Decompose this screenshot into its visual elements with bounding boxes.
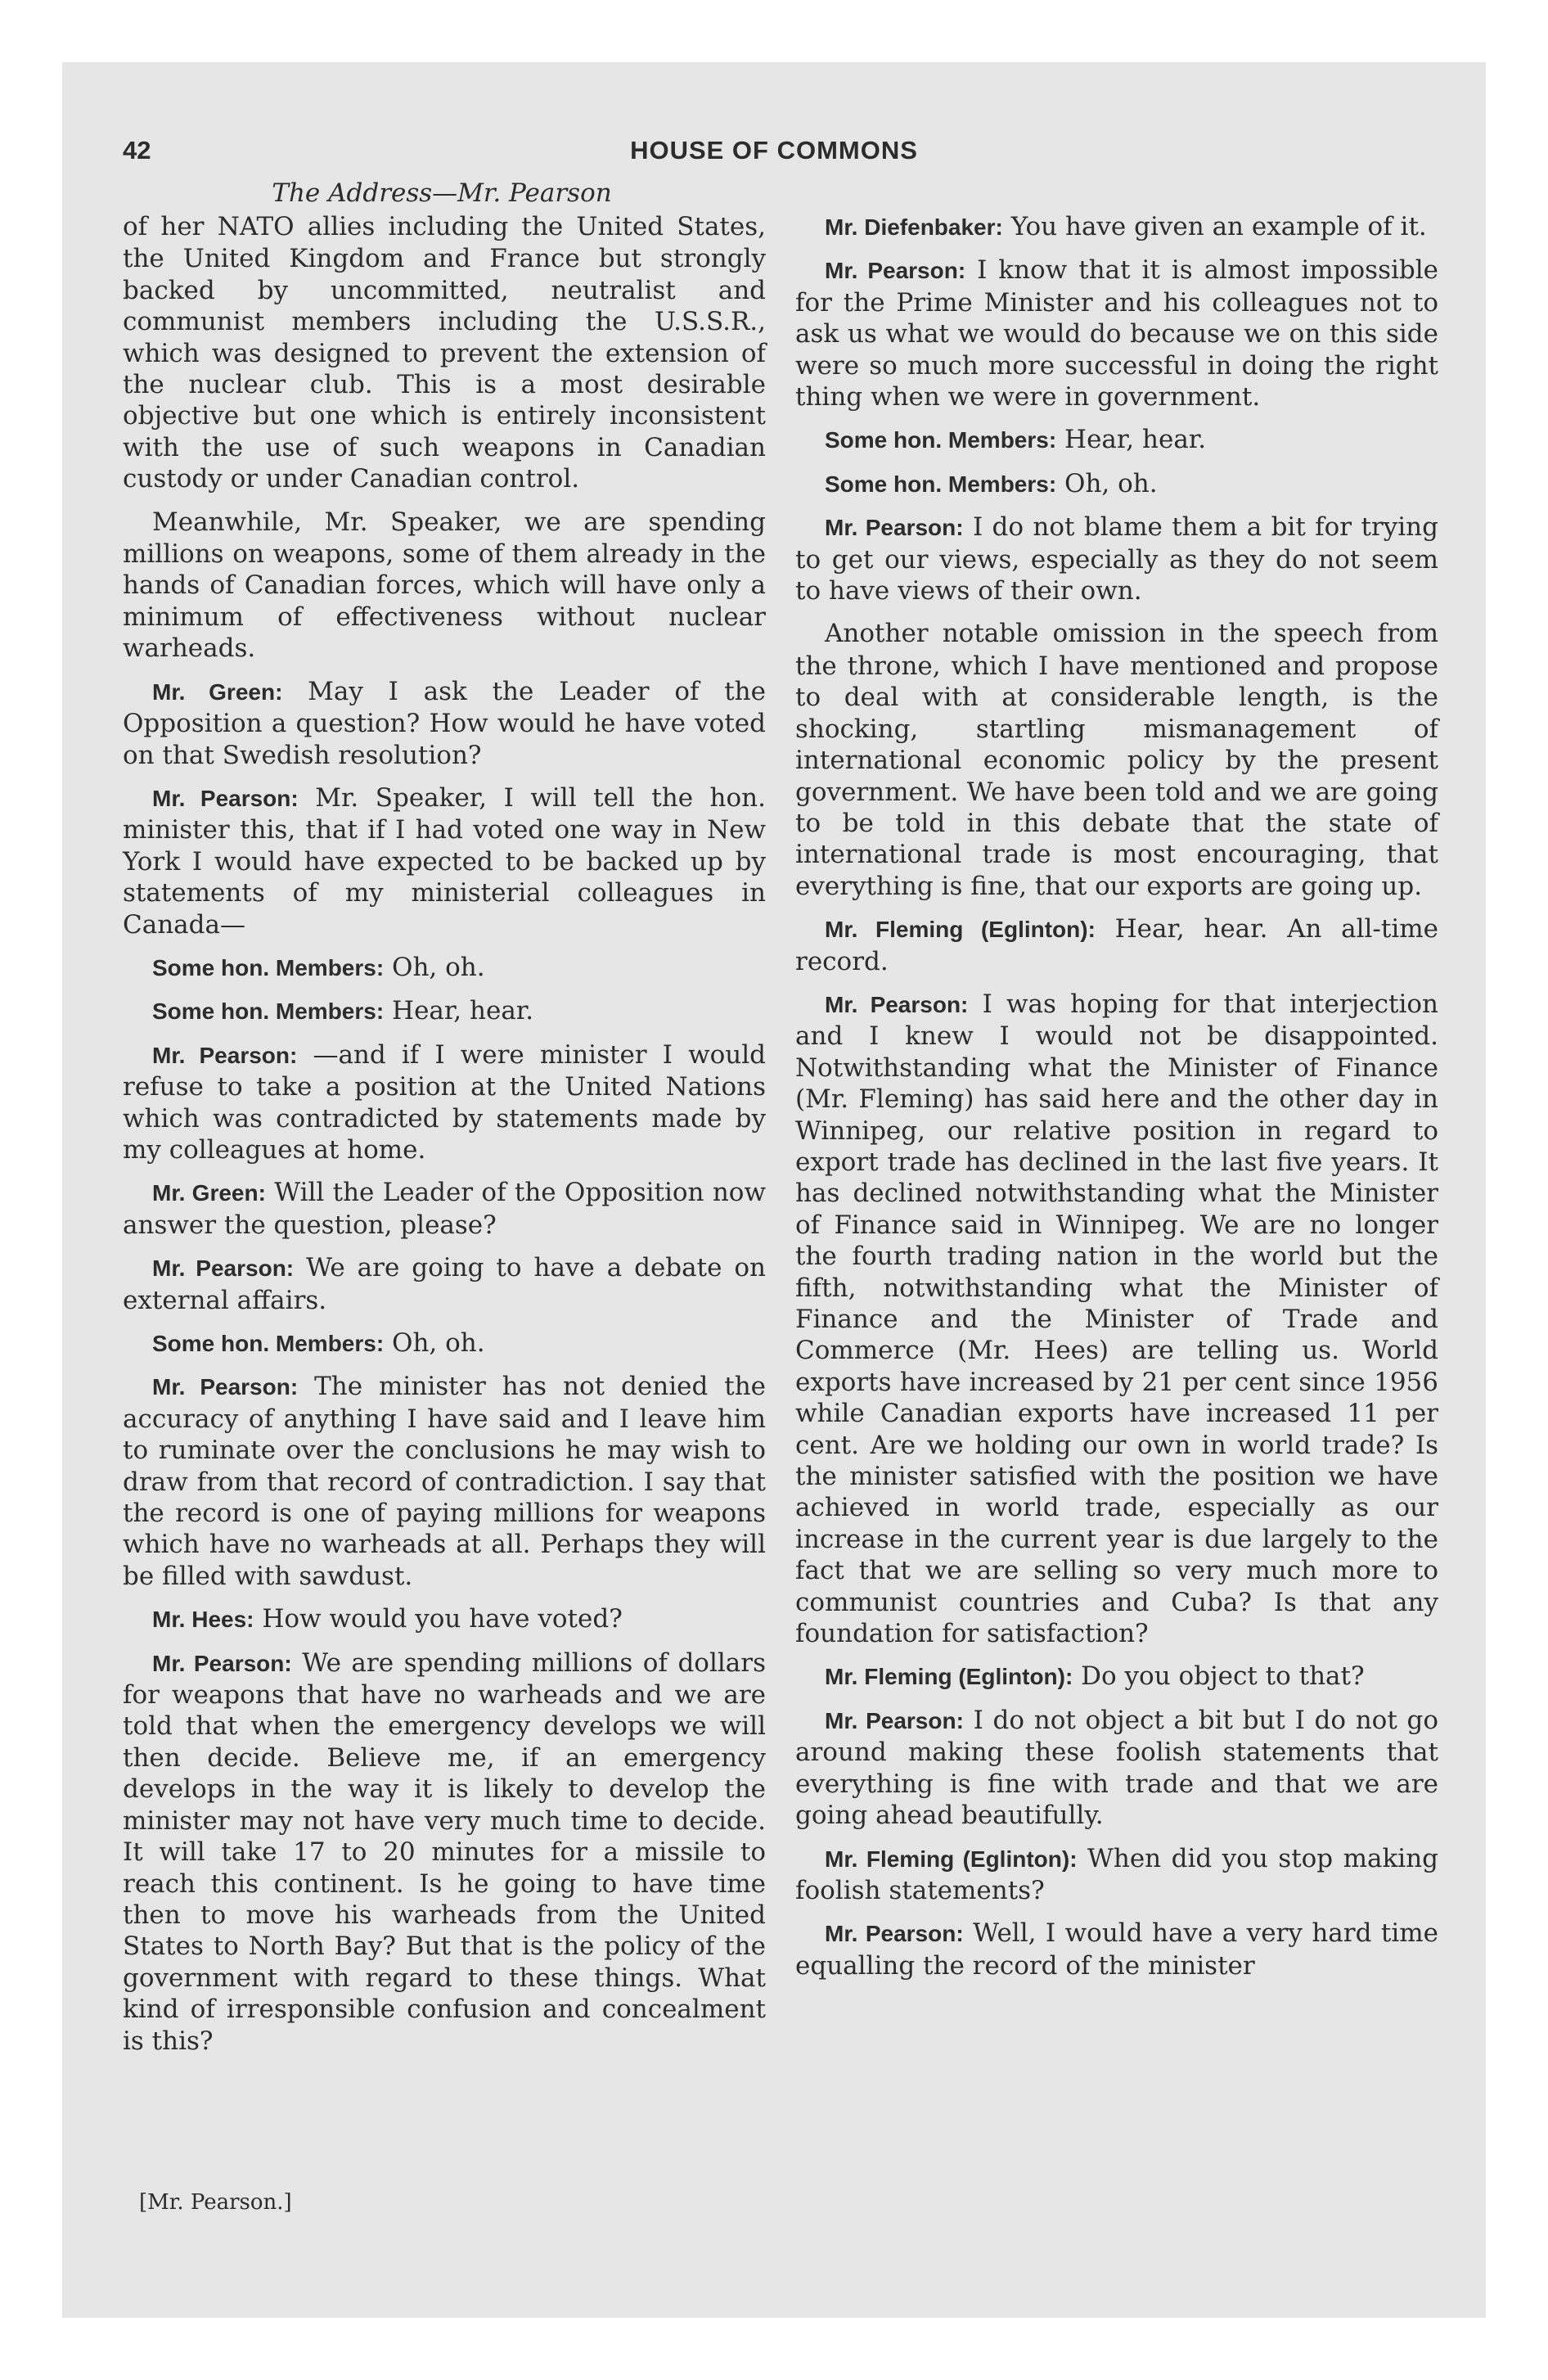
paragraph bbox=[123, 782, 766, 940]
speaker-name: Mr. Fleming (Eglinton): bbox=[825, 1846, 1078, 1872]
speech-text: How would you have voted? bbox=[262, 1604, 623, 1634]
page-number: 42 bbox=[123, 136, 151, 165]
paragraph bbox=[123, 1039, 766, 1166]
paragraph bbox=[795, 913, 1438, 977]
speech-text: You have given an example of it. bbox=[1010, 212, 1427, 241]
speaker-name: Mr. Pearson: bbox=[825, 258, 966, 284]
paragraph bbox=[795, 989, 1438, 1650]
paragraph bbox=[795, 1661, 1438, 1693]
speech-text: Hear, hear. bbox=[1064, 425, 1207, 455]
paragraph bbox=[123, 676, 766, 771]
speech-text: Hear, hear. An all-time record. bbox=[795, 914, 1438, 976]
paragraph bbox=[123, 995, 766, 1027]
paragraph bbox=[795, 1705, 1438, 1832]
speech-text: Meanwhile, Mr. Speaker, we are spending millions on weapons, some of them already in the hands of Canadian forces, which will have only a minimum of effectiveness without nuclear warheads. bbox=[123, 507, 766, 664]
speaker-name: Some hon. Members: bbox=[825, 427, 1057, 453]
speech-text: Hear, hear. bbox=[392, 996, 534, 1026]
speaker-name: Mr. Pearson: bbox=[152, 1650, 292, 1676]
paragraph bbox=[123, 1371, 766, 1592]
speaker-name: Mr. Diefenbaker: bbox=[825, 214, 1003, 240]
speaker-name: Some hon. Members: bbox=[825, 471, 1057, 497]
paragraph bbox=[123, 1327, 766, 1359]
speaker-name: Mr. Pearson: bbox=[152, 1255, 295, 1282]
paragraph bbox=[795, 1843, 1438, 1907]
page-title: HOUSE OF COMMONS bbox=[630, 136, 918, 165]
speech-text: Will the Leader of the Opposition now answer the question, please? bbox=[123, 1178, 766, 1240]
speaker-name: Some hon. Members: bbox=[152, 1331, 385, 1356]
page-subtitle: The Address—Mr. Pearson bbox=[272, 178, 612, 208]
paragraph bbox=[123, 211, 766, 495]
paragraph bbox=[123, 952, 766, 984]
right-column bbox=[795, 211, 1438, 1993]
speech-text: Oh, oh. bbox=[392, 952, 485, 982]
speech-text: I was hoping for that interjection and I knew I would not be disappointed. Notwithstanding what the Minister of Finance (Mr. Fleming) has said here and the other day in Winnipeg, our relative position in regard to export trade has declined in the last five years. It has declined notwithstanding what the Minister of Finance said in Winnipeg. We are no longer the fourth trading nation in the world but the fifth, notwithstanding what the Minister of Finance and the Minister of Trade and Commerce (Mr. Hees) are telling us. World exports have increased by 21 per cent since 1956 while Canadian exports have increased 11 per cent. Are we holding our own in world trade? Is the minister satisfied with the position we have achieved in world trade, especially as our increase in the current year is due largely to the fact that we are selling so very much more to communist countries and Cuba? Is that any foundation for satisfaction? bbox=[795, 989, 1438, 1649]
speech-text: Do you object to that? bbox=[1081, 1661, 1365, 1692]
paragraph bbox=[123, 1603, 766, 1635]
speech-text: Well, I would have a very hard time equalling the record of the minister bbox=[795, 1918, 1438, 1981]
speaker-name: Mr. Fleming (Eglinton): bbox=[825, 917, 1096, 943]
paragraph bbox=[795, 211, 1438, 243]
speech-text: Oh, oh. bbox=[392, 1328, 485, 1358]
speaker-name: Some hon. Members: bbox=[152, 954, 385, 980]
speech-text: I do not object a bit but I do not go around making these foolish statements that everything is fine with trade and that we are going ahead beautifully. bbox=[795, 1705, 1438, 1831]
speaker-name: Some hon. Members: bbox=[152, 998, 385, 1025]
speaker-name: Mr. Hees: bbox=[152, 1607, 254, 1633]
speech-text: I know that it is almost impossible for the Prime Minister and his colleagues not to ask us what we would do because we on this side were so much more successful in doing the right thing when we were in government. bbox=[795, 255, 1438, 412]
speaker-name: Mr. Pearson: bbox=[152, 1042, 298, 1068]
paragraph bbox=[795, 255, 1438, 412]
speech-text: May I ask the Leader of the Opposition a question? How would he have voted on that Swedish resolution? bbox=[123, 676, 766, 770]
speaker-name: Mr. Fleming (Eglinton): bbox=[825, 1664, 1073, 1690]
speaker-name: Mr. Pearson: bbox=[825, 1707, 964, 1733]
paragraph bbox=[795, 424, 1438, 456]
paragraph bbox=[123, 507, 766, 665]
speaker-name: Mr. Pearson: bbox=[152, 1374, 299, 1400]
speaker-name: Mr. Green: bbox=[152, 1180, 266, 1206]
paragraph bbox=[123, 1648, 766, 2057]
speech-text: We are spending millions of dollars for weapons that have no warheads and we are told that when the emergency develops we will then decide. Believe me, if an emergency develops in the way it is likely to develop the minister may not have very much time to decide. It will take 17 to 20 minutes for a missile to reach this continent. Is he going to have time then to move his warheads from the United States to North Bay? But that is the policy of the government with regard to these things. What kind of irresponsible confusion and concealment is this? bbox=[123, 1648, 766, 2056]
speaker-name: Mr. Pearson: bbox=[825, 991, 969, 1017]
speaker-name: Mr. Pearson: bbox=[152, 785, 299, 811]
left-column bbox=[123, 211, 766, 2068]
speech-text: Mr. Speaker, I will tell the hon. minister this, that if I had voted one way in New York I would have expected to be backed up by statements of my ministerial colleagues in Canada— bbox=[123, 782, 766, 940]
speaker-footer: [Mr. Pearson.] bbox=[139, 2190, 292, 2215]
paragraph bbox=[795, 468, 1438, 500]
paragraph bbox=[795, 618, 1438, 902]
speech-text: —and if I were minister I would refuse to take a position at the United Nations which was contradicted by statements made by my colleagues at home. bbox=[123, 1039, 767, 1165]
speaker-name: Mr. Green: bbox=[152, 678, 283, 705]
paragraph bbox=[123, 1177, 766, 1241]
speaker-name: Mr. Pearson: bbox=[825, 515, 964, 541]
speech-text: We are going to have a debate on external affairs. bbox=[123, 1253, 766, 1315]
speech-text: When did you stop making foolish statements? bbox=[795, 1843, 1439, 1905]
speech-text: The minister has not denied the accuracy of anything I have said and I leave him to ruminate over the conclusions he may wish to draw from that record of contradiction. I say that the record is one of paying millions for weapons which have no warheads at all. Perhaps they will be filled with sawdust. bbox=[123, 1372, 767, 1591]
speaker-name: Mr. Pearson: bbox=[825, 1921, 964, 1947]
paragraph bbox=[795, 1918, 1438, 1981]
speech-text: Oh, oh. bbox=[1064, 468, 1158, 498]
speech-text: of her NATO allies including the United States, the United Kingdom and France but strongly backed by uncommitted, neutralist and communist members including the U.S.S.R., which was designed to prevent the extension of the nuclear club. This is a most desirable objective but one which is entirely inconsistent with the use of such weapons in Canadian custody or under Canadian control. bbox=[123, 212, 766, 494]
speech-text: I do not blame them a bit for trying to get our views, especially as they do not seem to have views of their own. bbox=[795, 512, 1438, 606]
speech-text: Another notable omission in the speech from the throne, which I have mentioned and propose to deal with at considerable length, is the shocking, startling mismanagement of international economic policy by the present government. We have been told and we are going to be told in this debate that the state of international trade is most encouraging, that everything is fine, that our exports are going up. bbox=[795, 619, 1438, 901]
paragraph bbox=[123, 1252, 766, 1316]
paragraph bbox=[795, 512, 1438, 606]
